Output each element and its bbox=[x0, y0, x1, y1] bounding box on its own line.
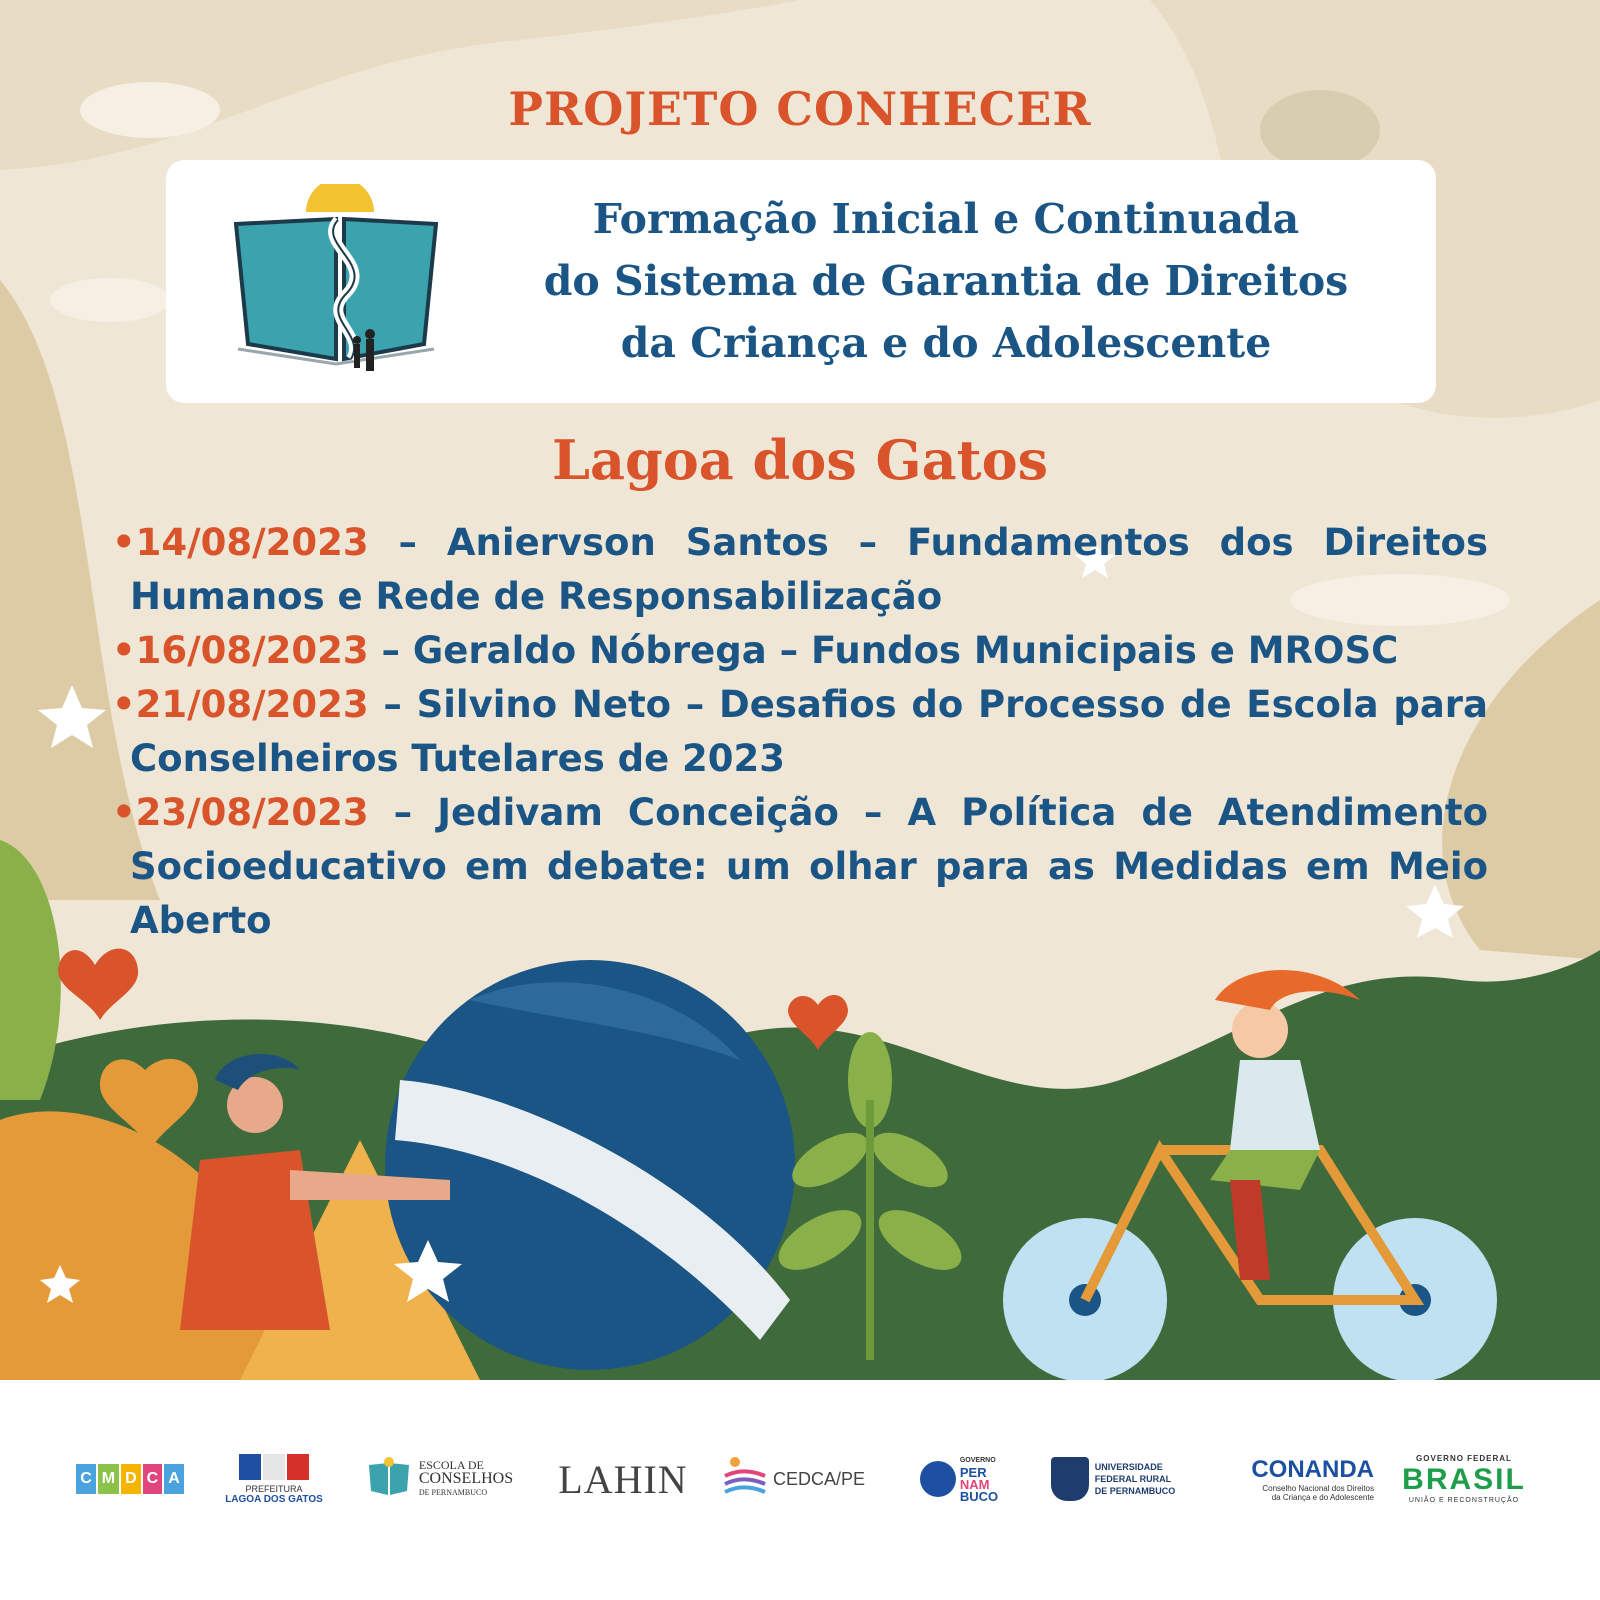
prefeitura-name: LAGOA DOS GATOS bbox=[225, 1493, 323, 1505]
schedule-text: – Jedivam Conceição – A Política de Atendimento Socioeducativo em debate: um olhar para as Medidas em Meio Aberto bbox=[130, 791, 1488, 942]
schedule-item bbox=[112, 786, 1488, 948]
schedule-date: •23/08/2023 bbox=[112, 791, 369, 834]
schedule-date: •21/08/2023 bbox=[112, 683, 369, 726]
gov-fed-top: GOVERNO FEDERAL bbox=[1416, 1454, 1512, 1463]
coat-of-arms-icon bbox=[920, 1461, 956, 1497]
escola-line-1: ESCOLA DE bbox=[418, 1458, 484, 1472]
gov-fed-name: BRASIL bbox=[1402, 1463, 1526, 1496]
schedule-date: •16/08/2023 bbox=[112, 629, 369, 672]
schedule-text: – Aniervson Santos – Fundamentos dos Direitos Humanos e Rede de Responsabilização bbox=[130, 521, 1488, 618]
project-title: PROJETO CONHECER bbox=[508, 82, 1092, 136]
shield-icon bbox=[1051, 1457, 1089, 1501]
conanda-sub-1: Conselho Nacional dos Direitos bbox=[1262, 1484, 1374, 1493]
schedule-text: – Geraldo Nóbrega – Fundos Municipais e MROSC bbox=[368, 629, 1399, 672]
gov-pe-line-4: BUCO bbox=[959, 1489, 999, 1504]
escola-line-3: DE PERNAMBUCO bbox=[418, 1488, 488, 1497]
hero-card bbox=[166, 160, 1436, 403]
cedca-text: CEDCA/PE bbox=[772, 1468, 866, 1489]
schedule-item bbox=[112, 678, 1488, 786]
governo-federal-logo bbox=[1394, 1444, 1534, 1514]
hero-heading bbox=[486, 188, 1406, 374]
cmdca-logo: C M D C A bbox=[66, 1444, 194, 1514]
ufrpe-line-1: UNIVERSIDADE bbox=[1094, 1462, 1163, 1472]
prefeitura-label: PREFEITURA bbox=[245, 1483, 303, 1494]
schedule-item bbox=[112, 624, 1488, 678]
gov-pe-line-3: NAM bbox=[959, 1477, 990, 1492]
gov-pe-line-2: PER bbox=[959, 1465, 987, 1480]
escola-line-2: CONSELHOS bbox=[418, 1470, 514, 1487]
prefeitura-logo bbox=[218, 1444, 330, 1514]
ufrpe-logo bbox=[1048, 1444, 1178, 1514]
conanda-text: CONANDA bbox=[1251, 1456, 1374, 1483]
gov-pe-line-1: GOVERNO bbox=[959, 1457, 996, 1464]
schedule-text: – Silvino Neto – Desafios do Processo de Escola para Conselheiros Tutelares de 2023 bbox=[130, 683, 1488, 780]
ufrpe-line-3: DE PERNAMBUCO bbox=[1094, 1486, 1176, 1496]
gov-fed-bottom: UNIÃO E RECONSTRUÇÃO bbox=[1408, 1497, 1520, 1504]
schedule-date: •14/08/2023 bbox=[112, 521, 369, 564]
open-book-logo bbox=[226, 184, 446, 384]
conanda-logo bbox=[1194, 1444, 1374, 1514]
book-icon bbox=[367, 1457, 411, 1501]
cedca-logo bbox=[718, 1444, 868, 1514]
schedule-item bbox=[112, 516, 1488, 624]
cedca-icon bbox=[721, 1454, 767, 1504]
conanda-sub-2: da Criança e do Adolescente bbox=[1271, 1493, 1374, 1502]
lahin-text: LAHIN bbox=[558, 1456, 688, 1502]
schedule-list bbox=[112, 516, 1488, 948]
ufrpe-line-2: FEDERAL RURAL bbox=[1094, 1474, 1172, 1484]
city-title: Lagoa dos Gatos bbox=[552, 428, 1048, 492]
escola-conselhos-logo bbox=[354, 1444, 526, 1514]
lahin-logo bbox=[548, 1444, 698, 1514]
hero-line-3: da Criança e do Adolescente bbox=[620, 319, 1272, 367]
governo-pe-logo bbox=[904, 1444, 1014, 1514]
hero-line-1: Formação Inicial e Continuada bbox=[592, 195, 1300, 243]
hero-line-2: do Sistema de Garantia de Direitos bbox=[543, 257, 1349, 305]
